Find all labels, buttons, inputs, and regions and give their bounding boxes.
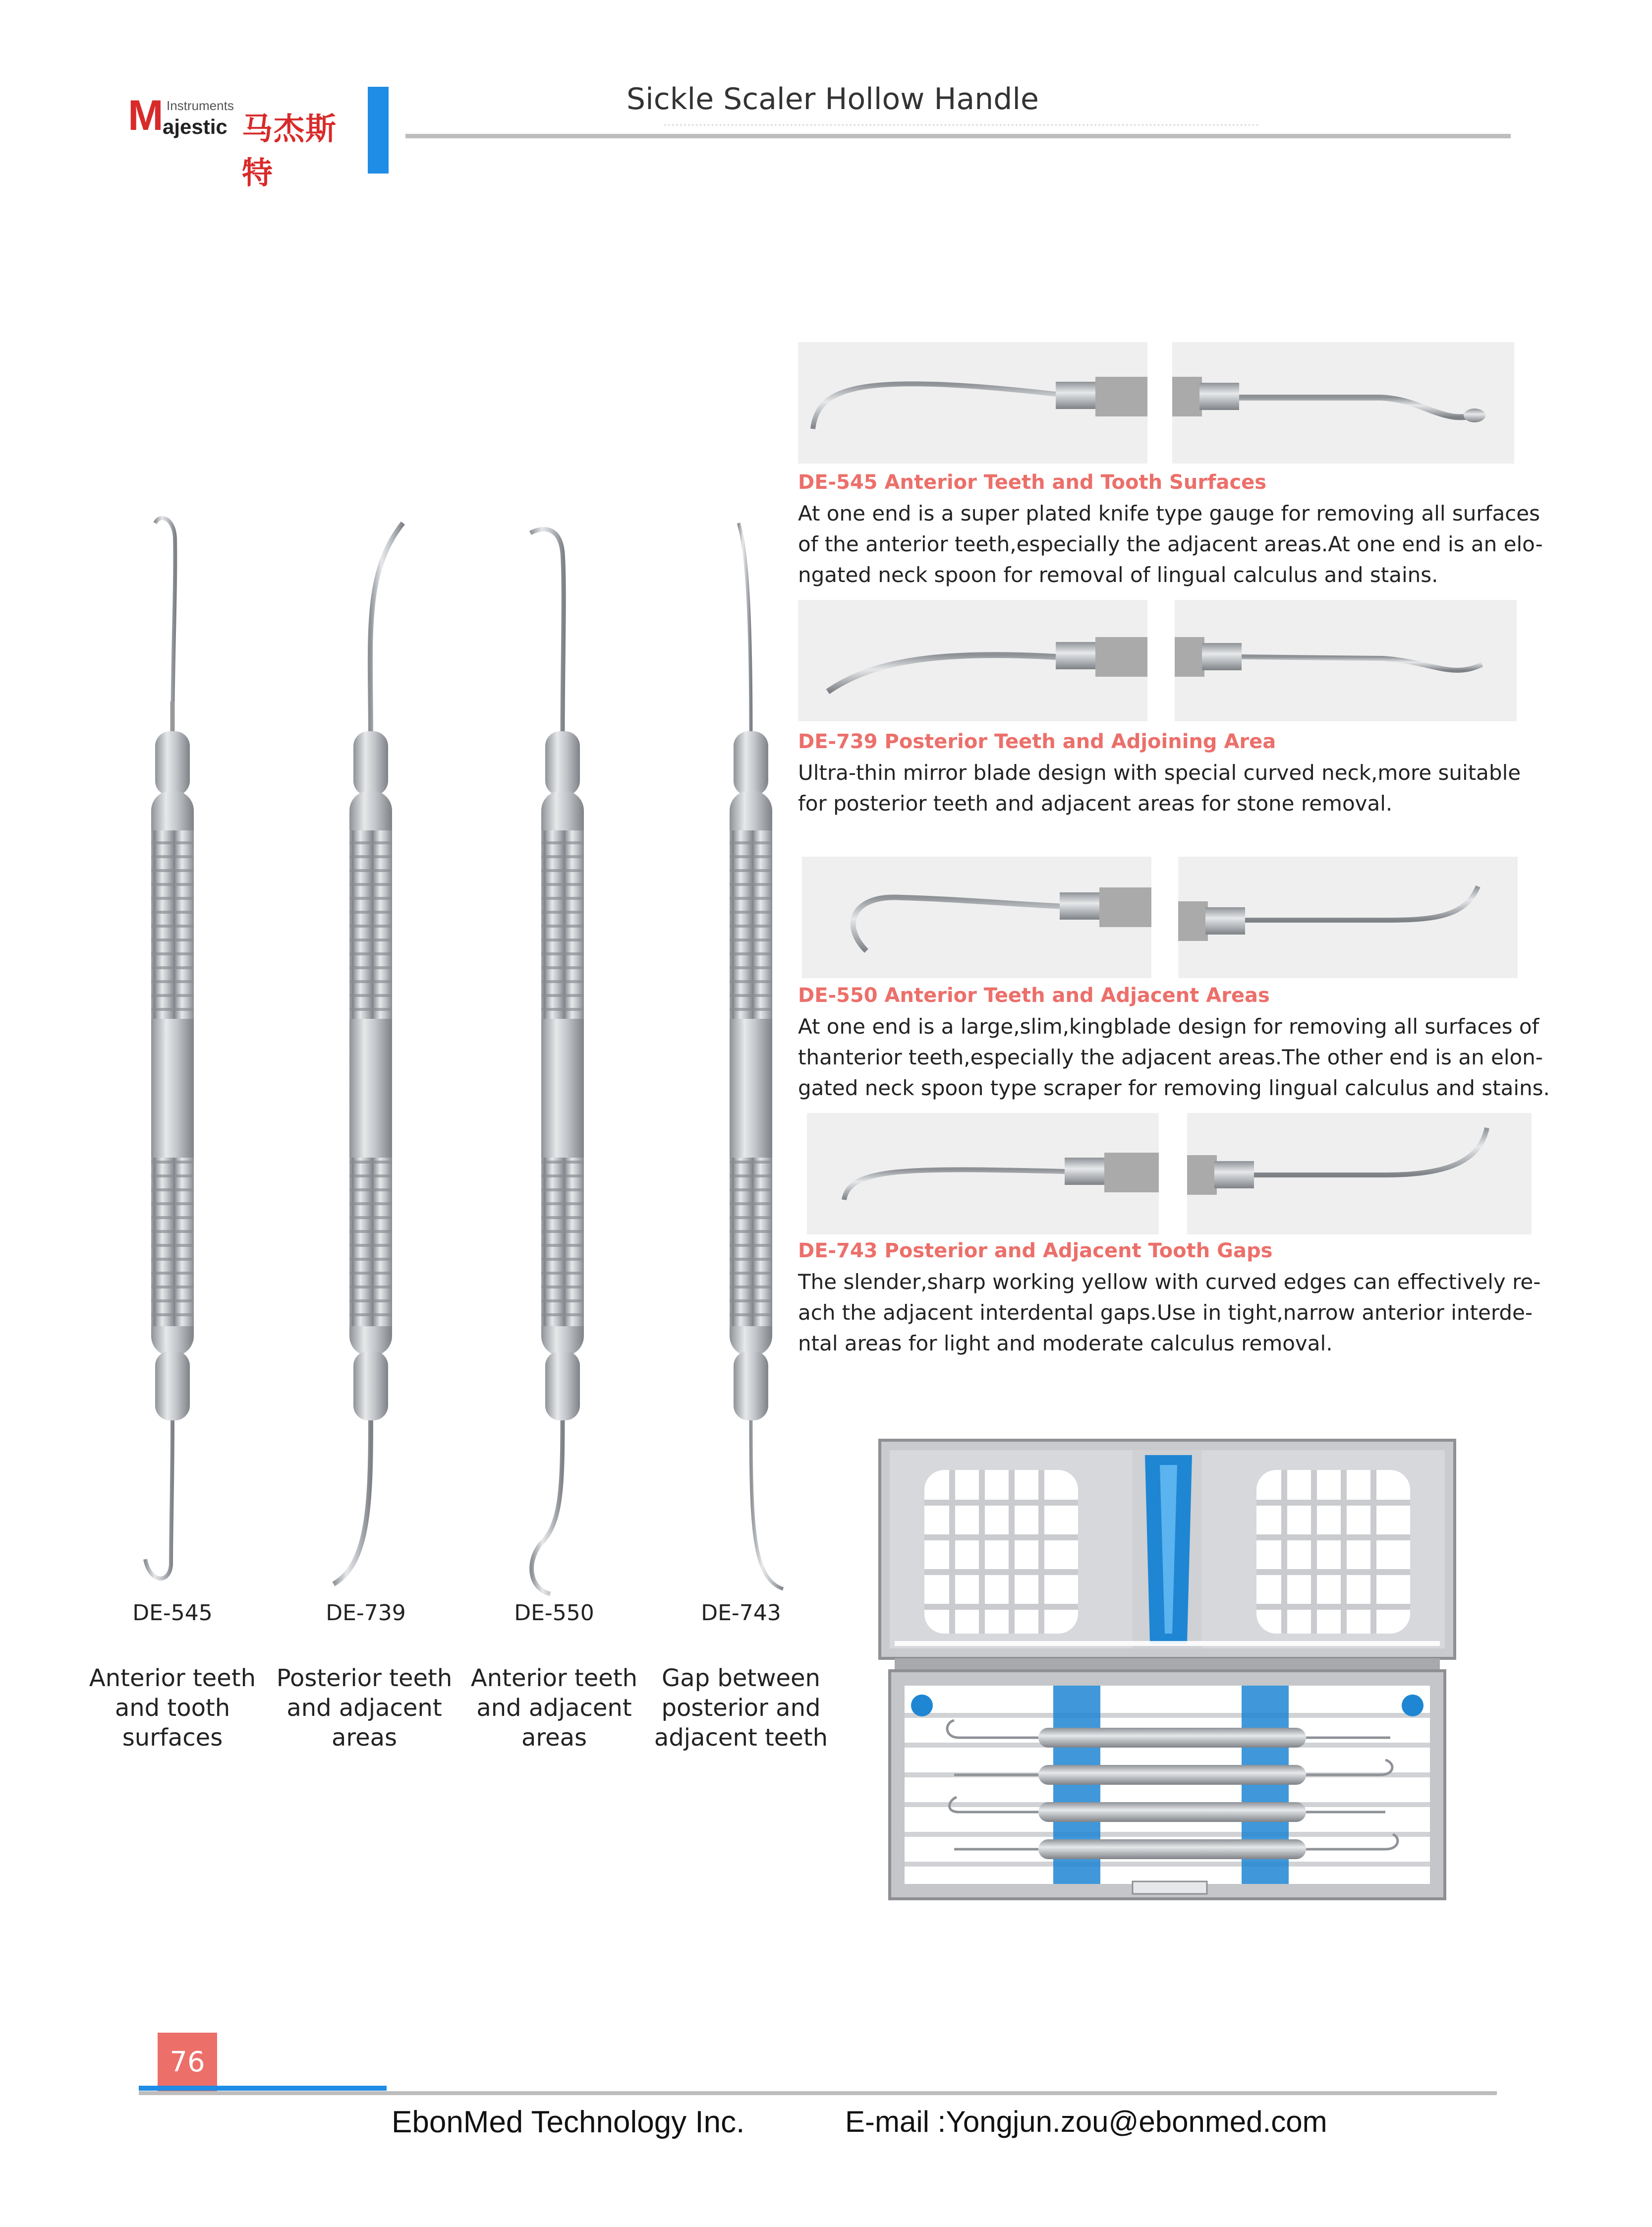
instrument-photo-de-743 [694, 513, 808, 1653]
footer-divider [139, 2091, 1497, 2095]
detail-line: ntal areas for light and moderate calculus removal. [798, 1331, 1333, 1355]
detail-photo-de-743-left [807, 1113, 1159, 1234]
detail-line: ngated neck spoon for removal of lingual calculus and stains. [798, 563, 1438, 587]
desc-line: Posterior teeth [276, 1664, 453, 1692]
desc-line: and tooth [114, 1694, 230, 1722]
desc-line: Anterior teeth [89, 1664, 256, 1692]
detail-text-de-550 [798, 1011, 1556, 1104]
detail-heading-de-739: DE-739 Posterior Teeth and Adjoining Area [798, 730, 1276, 753]
instrument-photo-de-545 [115, 513, 229, 1653]
page-title: Sickle Scaler Hollow Handle [627, 82, 1039, 117]
detail-line: The slender,sharp working yellow with curved edges can effectively re- [798, 1270, 1541, 1294]
detail-photo-de-739-left [798, 600, 1147, 721]
detail-photo-de-545-right [1172, 342, 1514, 464]
instrument-code-de-739: DE-739 [326, 1600, 406, 1626]
detail-line: for posterior teeth and adjacent areas for stone removal. [798, 791, 1393, 816]
detail-line: Ultra-thin mirror blade design with special curved neck,more suitable [798, 761, 1521, 785]
detail-text-de-545 [798, 498, 1556, 590]
detail-line: gated neck spoon type scraper for removing lingual calculus and stains. [798, 1076, 1550, 1100]
page-number: 76 [158, 2033, 217, 2092]
detail-photo-de-550-right [1178, 857, 1518, 978]
brand-logo [128, 92, 361, 191]
detail-line: At one end is a large,slim,kingblade design for removing all surfaces of [798, 1014, 1539, 1039]
desc-line: Anterior teeth [470, 1664, 638, 1692]
desc-line: surfaces [122, 1724, 223, 1752]
detail-text-de-743 [798, 1267, 1556, 1359]
detail-text-de-739 [798, 758, 1556, 819]
instrument-desc-de-743 [647, 1663, 835, 1753]
footer-company: EbonMed Technology Inc. [392, 2105, 745, 2139]
detail-photo-de-545-left [798, 342, 1147, 464]
detail-heading-de-743: DE-743 Posterior and Adjacent Tooth Gaps [798, 1239, 1273, 1262]
logo-letter: M [128, 92, 164, 139]
title-divider [405, 134, 1511, 138]
detail-heading-de-545: DE-545 Anterior Teeth and Tooth Surfaces [798, 471, 1267, 494]
footer-accent-divider [139, 2086, 387, 2091]
detail-heading-de-550: DE-550 Anterior Teeth and Adjacent Areas [798, 984, 1270, 1007]
detail-photo-de-743-right [1187, 1113, 1532, 1234]
instrument-code-de-550: DE-550 [514, 1600, 594, 1626]
desc-line: areas [521, 1724, 587, 1752]
desc-line: Gap between [662, 1664, 820, 1692]
detail-line: At one end is a super plated knife type gauge for removing all surfaces [798, 501, 1540, 526]
instrument-desc-de-739 [270, 1663, 458, 1753]
detail-line: ach the adjacent interdental gaps.Use in tight,narrow anterior interde- [798, 1300, 1533, 1325]
sterilization-tray-photo [875, 1435, 1460, 1904]
desc-line: and adjacent [286, 1694, 442, 1722]
detail-photo-de-739-right [1175, 600, 1517, 721]
desc-line: adjacent teeth [654, 1724, 828, 1752]
footer-email: E-mail :Yongjun.zou@ebonmed.com [845, 2105, 1327, 2138]
logo-word: ajestic [163, 115, 228, 138]
logo-instruments: Instruments [167, 98, 234, 113]
instrument-photo-de-739 [314, 513, 428, 1653]
header-accent-bar [368, 87, 389, 174]
instrument-code-de-545: DE-545 [132, 1600, 213, 1626]
title-dots-divider [664, 124, 1259, 128]
instrument-code-de-743: DE-743 [701, 1600, 781, 1626]
detail-line: thanterior teeth,especially the adjacent areas.The other end is an elon- [798, 1045, 1543, 1069]
instrument-desc-de-550 [460, 1663, 648, 1753]
logo-chinese: 马杰斯特 [242, 111, 338, 191]
detail-photo-de-550-left [802, 857, 1151, 978]
instrument-photo-de-550 [506, 513, 620, 1653]
desc-line: and adjacent [476, 1694, 632, 1722]
desc-line: posterior and [661, 1694, 821, 1722]
instrument-desc-de-545 [78, 1663, 267, 1753]
desc-line: areas [331, 1724, 398, 1752]
detail-line: of the anterior teeth,especially the adjacent areas.At one end is an elo- [798, 532, 1543, 556]
